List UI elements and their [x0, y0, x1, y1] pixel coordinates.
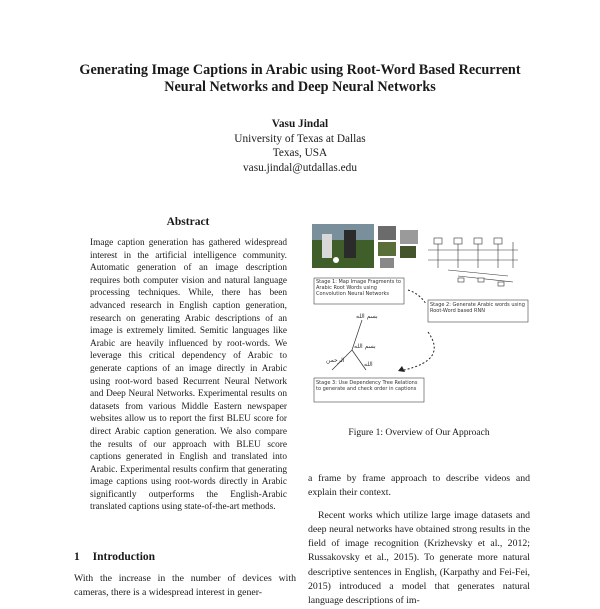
abstract-heading: Abstract [166, 216, 210, 228]
figure-caption: Figure 1: Overview of Our Approach [348, 428, 490, 438]
stage1-label: Stage 1: Map Image Fragments to Arabic Root Words using Convolution Neural Networks [316, 279, 401, 297]
arrow-stage1-to-2 [408, 290, 426, 304]
stage2-label: Stage 2: Generate Arabic words using Root-Word based RNN [430, 302, 525, 314]
section-heading [74, 551, 155, 563]
abstract-text: Image caption generation has gathered widespread interest in the artificial intelligence community. Automatic generation of an image description requires both computer vision and natural language processing techniques. While, there has been advanced research in English caption generation, research on generating Arabic descriptions of an image is extremely limited. Semitic languages like Arabic are heavily influenced by root-words. We leverage this critical dependency of Arabic to generate captions of an image directly in Arabic using root-word based Recurrent Neural Network and Deep Neural Networks. Experimental results on datasets from various Middle Eastern newspaper websites allow us to report the first BLEU score for direct Arabic caption generation. We also compare the results of our approach with BLEU score captions generated in English and translated into Arabic. Experimental results confirm that generating image captions using root-words directly in Arabic significantly outperforms the English-Arabic translated captions using state-of-the-art methods. [90, 238, 287, 513]
right-column-text [308, 472, 530, 609]
rnn-diagram [428, 238, 518, 286]
tree-word-2: بسم الله [354, 343, 376, 350]
image-fragments [378, 226, 418, 268]
tree-word-3: الرحمن [326, 357, 345, 364]
arrow-stage2-to-3 [404, 332, 434, 370]
tree-word-4: الله [364, 361, 373, 368]
right-paragraph-2: Recent works which utilize large image datasets and deep neural networks have obtained strong results in the field of image recognition (Krizhevsky et al., 2012; Russakovsky et al., 2015). To generate more natural descriptive sentences in English, (Karpathy and Fei-Fei, 2015) introduced a model that generates natural language descriptions of im- [308, 509, 530, 607]
stage3-label: Stage 3: Use Dependency Tree Relations to generate and check order in captions [316, 380, 418, 392]
paper-title: Generating Image Captions in Arabic using Root-Word Based Recurrent Neural Networks and Deep Neural Networks [79, 62, 521, 95]
author-location: Texas, USA [272, 147, 328, 160]
right-paragraph-1: a frame by frame approach to describe videos and explain their context. [308, 473, 530, 499]
author-block [150, 117, 450, 175]
input-photo [312, 224, 374, 268]
section-number: 1 [74, 551, 80, 563]
intro-text: With the increase in the number of devices with cameras, there is a widespread interest in gener- [74, 573, 296, 599]
overview-figure [308, 220, 530, 420]
section-title: Introduction [92, 551, 156, 563]
tree-word-1: بسم الله [356, 313, 378, 320]
author-email: vasu.jindal@utdallas.edu [243, 161, 357, 174]
author-affiliation: University of Texas at Dallas [234, 132, 366, 145]
author-name: Vasu Jindal [271, 118, 329, 130]
